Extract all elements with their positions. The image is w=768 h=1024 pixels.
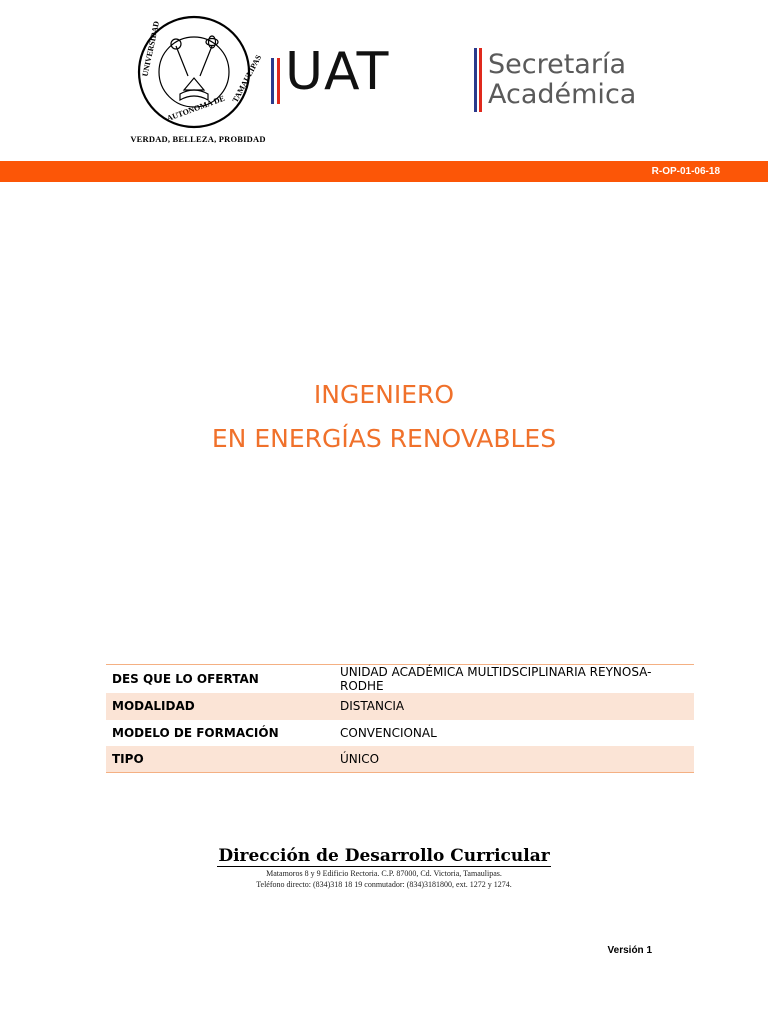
table-row bbox=[106, 665, 694, 694]
uat-logo-text: UAT bbox=[285, 42, 390, 102]
row-key: TIPO bbox=[106, 746, 334, 773]
version-label: Versión 1 bbox=[607, 945, 652, 956]
secretaria-logo-text bbox=[488, 50, 636, 110]
header-band bbox=[0, 161, 768, 182]
page-title-line2: EN ENERGÍAS RENOVABLES bbox=[211, 424, 557, 453]
page-title-line1: INGENIERO bbox=[313, 380, 455, 409]
table-row bbox=[106, 720, 694, 747]
row-value: UNIDAD ACADÉMICA MULTIDSCIPLINARIA REYNOSA- RODHE bbox=[334, 665, 694, 694]
university-seal-icon bbox=[136, 14, 264, 130]
secretaria-line1: Secretaría bbox=[488, 49, 626, 80]
svg-text:TAMAULIPAS: TAMAULIPAS bbox=[230, 53, 264, 105]
seal-motto: VERDAD, BELLEZA, PROBIDAD bbox=[130, 134, 266, 144]
department-name bbox=[0, 846, 768, 866]
table-row bbox=[106, 746, 694, 773]
table-row bbox=[106, 693, 694, 720]
row-value: ÚNICO bbox=[334, 746, 694, 773]
department-name-text: Dirección de Desarrollo Curricular bbox=[218, 846, 550, 866]
uat-logo-icon bbox=[271, 58, 283, 104]
secretaria-line2: Académica bbox=[488, 79, 637, 110]
svg-text:AUTONOMA DE: AUTONOMA DE bbox=[165, 93, 226, 124]
address-line2: Teléfono directo: (834)318 18 19 conmutador: (834)3181800, ext. 1272 y 1274. bbox=[256, 880, 512, 889]
address-line1: Matamoros 8 y 9 Edificio Rectoria. C.P. 87000, Cd. Victoria, Tamaulipas. bbox=[266, 869, 502, 878]
row-key: MODALIDAD bbox=[106, 693, 334, 720]
document-code: R-OP-01-06-18 bbox=[651, 166, 720, 177]
row-value: DISTANCIA bbox=[334, 693, 694, 720]
svg-text:UNIVERSIDAD: UNIVERSIDAD bbox=[140, 20, 162, 78]
program-info-table bbox=[106, 664, 694, 773]
row-key: DES QUE LO OFERTAN bbox=[106, 665, 334, 694]
secretaria-logo-icon bbox=[474, 48, 484, 112]
row-key: MODELO DE FORMACIÓN bbox=[112, 725, 279, 740]
row-value: CONVENCIONAL bbox=[340, 725, 437, 740]
